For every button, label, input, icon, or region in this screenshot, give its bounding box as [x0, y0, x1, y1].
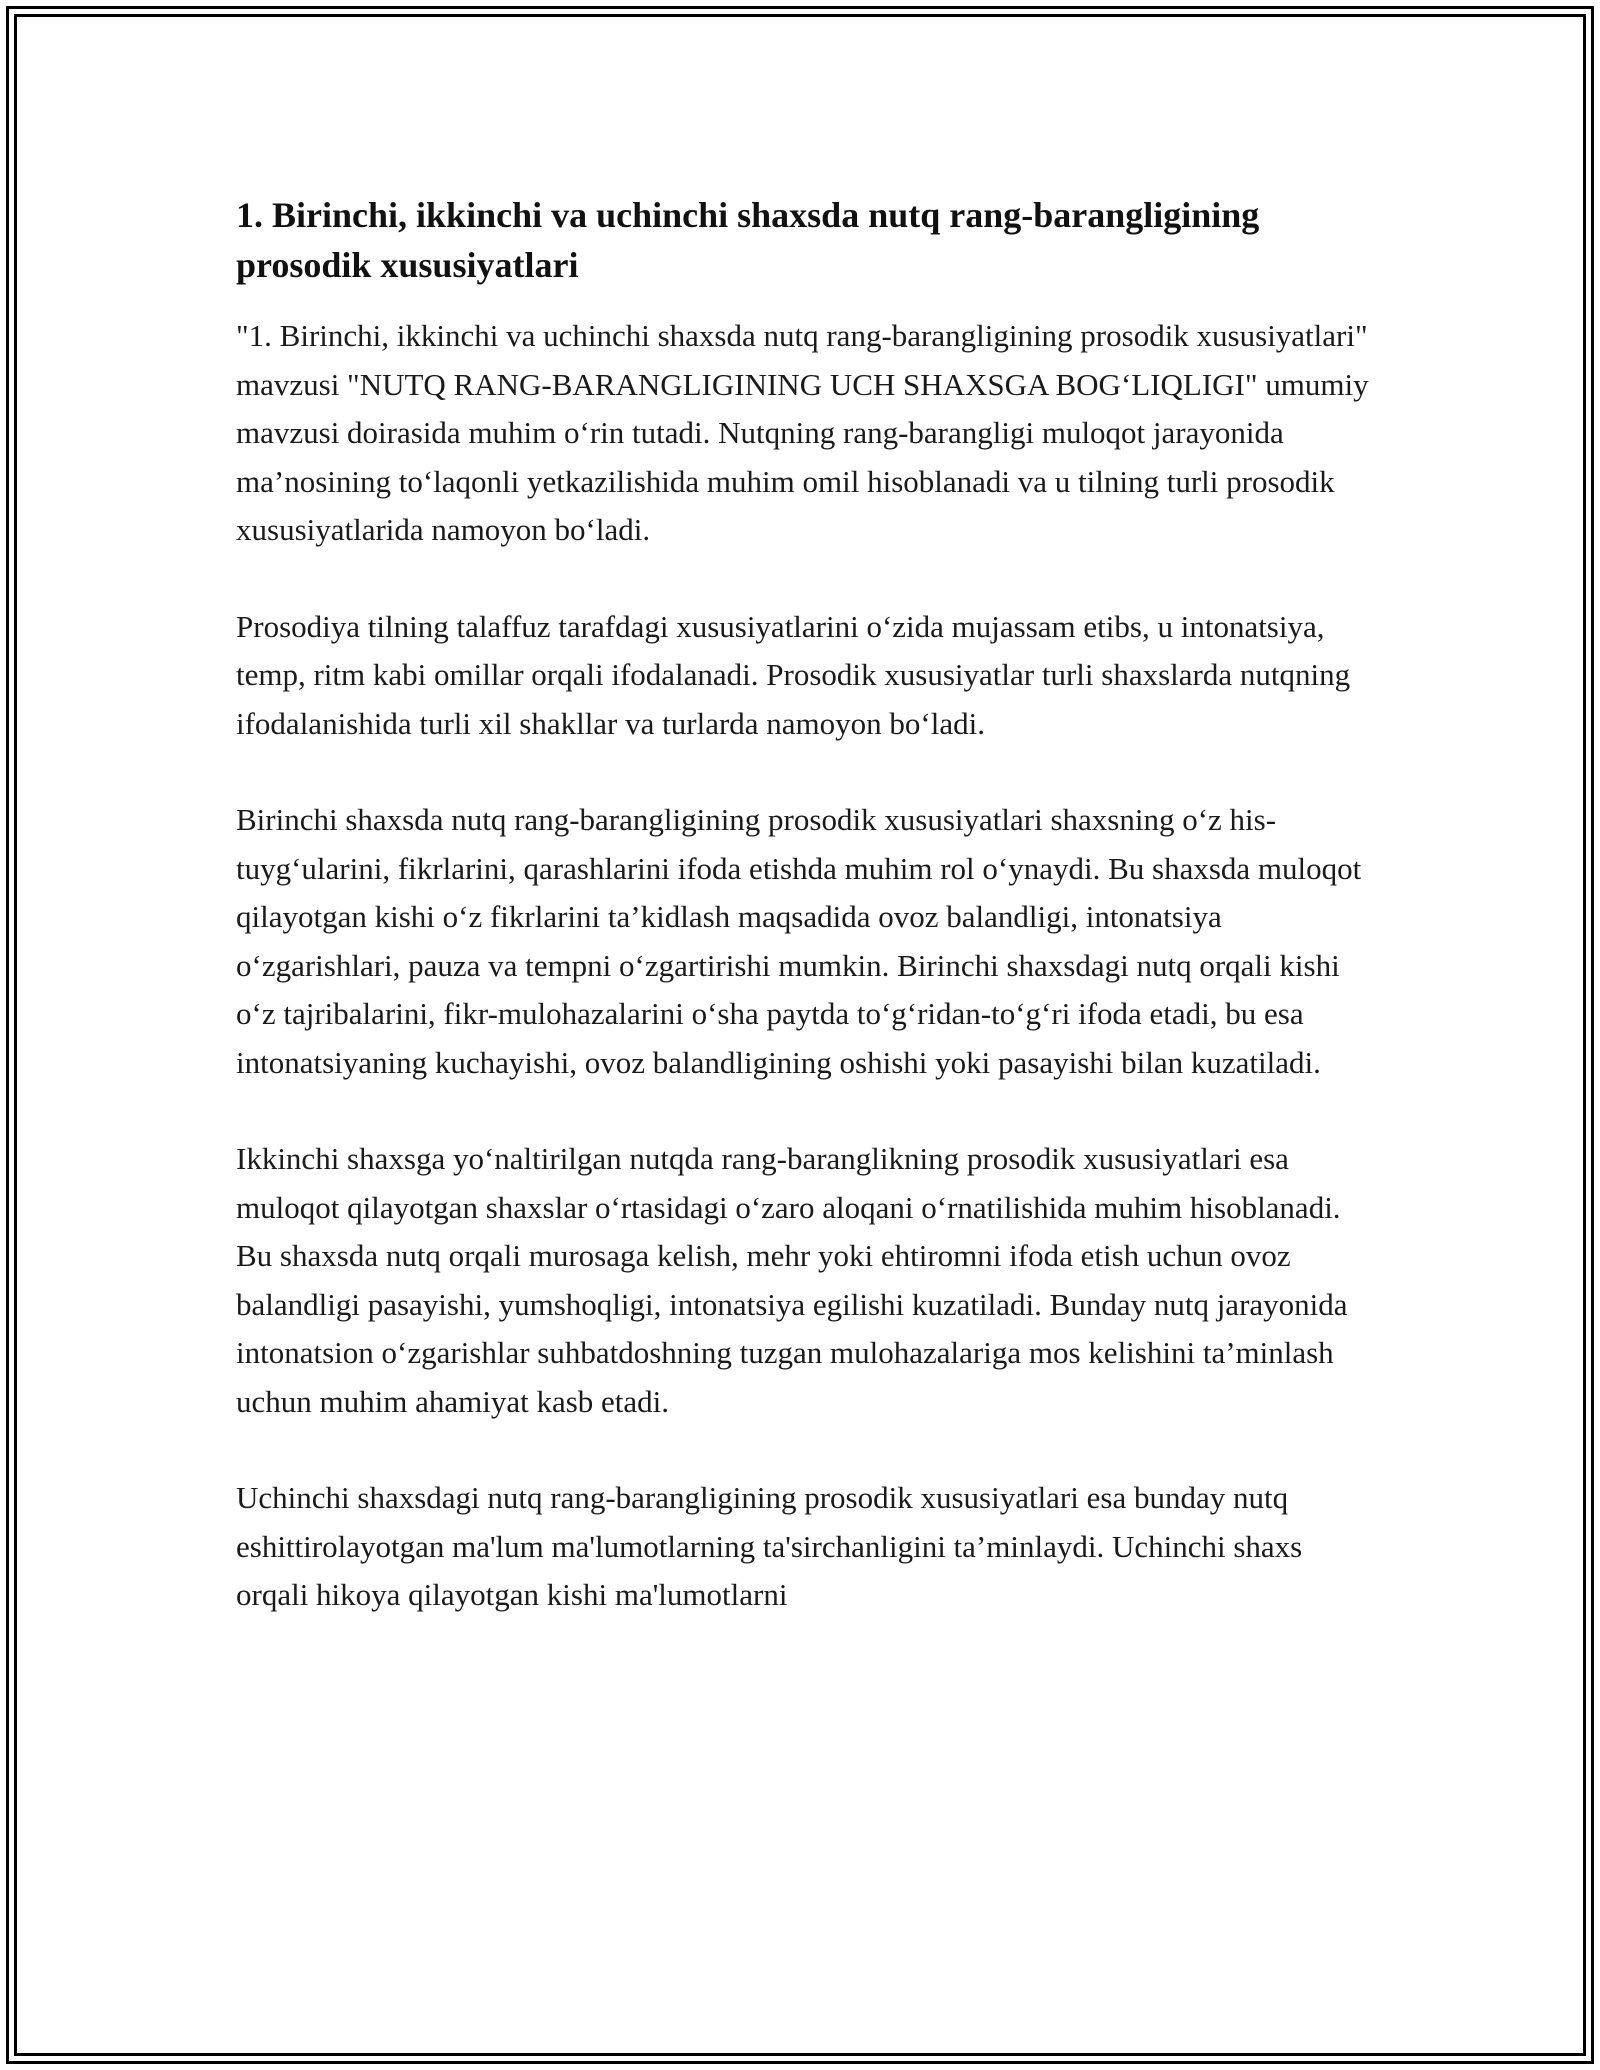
paragraph-first-person: Birinchi shaxsda nutq rang-barangligining prosodik xususiyatlari shaxsning o‘z his-tuyg‘ularini, fikrlarini, qarashlarini ifoda etishda muhim rol o‘ynaydi. Bu shaxsda muloqot qilayotgan kishi o‘z fikrlarini ta’kidlash maqsadida ovoz balandligi, intonatsiya o‘zgarishlari, pauza va tempni o‘zgartirishi mumkin. Birinchi shaxsdagi nutq orqali kishi o‘z tajribalarini, fikr-mulohazalarini o‘sha paytda to‘g‘ridan-to‘g‘ri ifoda etadi, bu esa intonatsiyaning kuchayishi, ovoz balandligining oshishi yoki pasayishi bilan kuzatiladi.: [236, 802, 1362, 1080]
document-body: [236, 190, 1376, 1668]
paragraph-second-person: Ikkinchi shaxsga yo‘naltirilgan nutqda rang-baranglikning prosodik xususiyatlari esa muloqot qilayotgan shaxslar o‘rtasidagi o‘zaro aloqani o‘rnatilishida muhim hisoblanadi. Bu shaxsda nutq orqali murosaga kelish, mehr yoki ehtiromni ifoda etish uchun ovoz balandligi pasayishi, yumshoqligi, intonatsiya egilishi kuzatiladi. Bunday nutq jarayonida intonatsion o‘zgarishlar suhbatdoshning tuzgan mulohazalariga mos kelishini ta’minlash uchun muhim ahamiyat kasb etadi.: [236, 1141, 1348, 1419]
paragraph-intro: "1. Birinchi, ikkinchi va uchinchi shaxsda nutq rang-barangligining prosodik xususiyatlari" mavzusi "NUTQ RANG-BARANGLIGINING UCH SHAXSGA BOG‘LIQLIGI" umumiy mavzusi doirasida muhim o‘rin tutadi. Nutqning rang-barangligi muloqot jarayonida ma’nosining to‘laqonli yetkazilishida muhim omil hisoblanadi va u tilning turli prosodik xususiyatlarida namoyon bo‘ladi.: [236, 318, 1369, 547]
paragraph-prosody: Prosodiya tilning talaffuz tarafdagi xususiyatlarini o‘zida mujassam etibs, u intonatsiya, temp, ritm kabi omillar orqali ifodalanadi. Prosodik xususiyatlar turli shaxslarda nutqning ifodalanishida turli xil shakllar va turlarda namoyon bo‘ladi.: [236, 608, 1351, 741]
section-heading: 1. Birinchi, ikkinchi va uchinchi shaxsda nutq rang-barangligining prosodik xususiyatlari: [236, 195, 1260, 285]
paragraph-third-person: Uchinchi shaxsdagi nutq rang-barangligining prosodik xususiyatlari esa bunday nutq eshittirolayotgan ma'lum ma'lumotlarning ta'sirchanligini ta’minlaydi. Uchinchi shaxs orqali hikoya qilayotgan kishi ma'lumotlarni: [236, 1480, 1303, 1612]
